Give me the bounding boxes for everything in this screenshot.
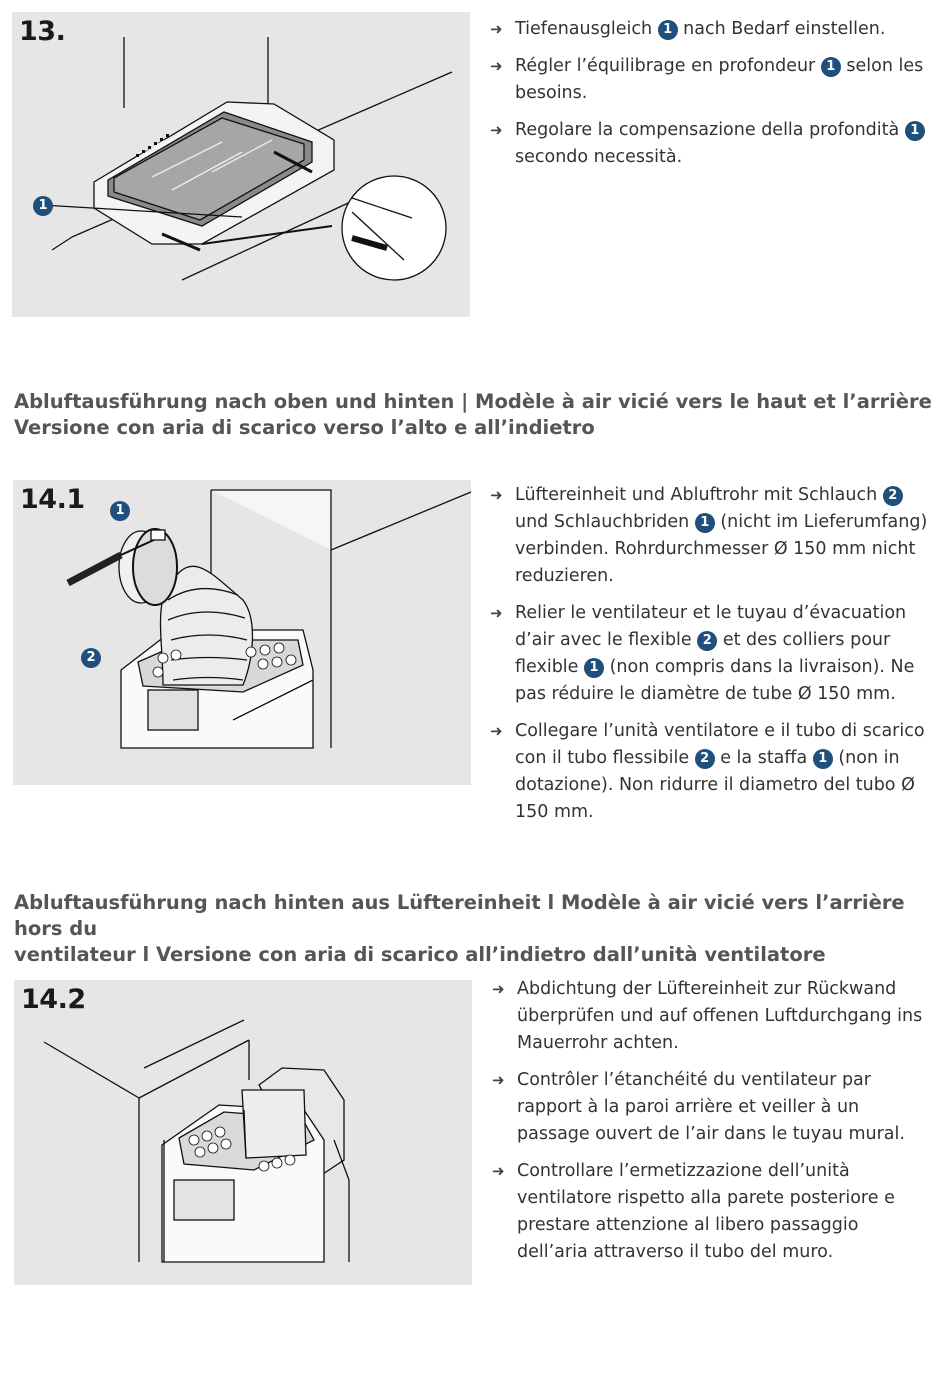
instruction-fr <box>492 1067 932 1148</box>
rear-exhaust-illustration <box>14 980 472 1285</box>
instructions-step-13 <box>490 16 930 181</box>
instruction-fr <box>490 53 930 107</box>
instruction-text: Relier le ventilateur et le tuyau d’évacuation d’air avec le flexible <box>515 603 907 650</box>
step-number: 14.2 <box>21 984 86 1015</box>
instruction-text: Regolare la compensazione della profondità <box>515 120 905 140</box>
figure-step-14-2 <box>14 980 472 1285</box>
instruction-text: Collegare l’unità ventilatore e il tubo di scarico con il tubo flessibile <box>515 721 925 768</box>
instructions-step-14-1 <box>490 482 930 836</box>
instruction-text: Tiefenausgleich <box>515 19 658 39</box>
heading-line: Abluftausführung nach hinten aus Lüftereinheit l Modèle à air vicié vers l’arrière hors du <box>14 891 905 940</box>
figure-step-14-1 <box>13 480 471 785</box>
arrow-right-icon: ➜ <box>490 722 503 740</box>
callout-badge-2: 2 <box>695 749 715 769</box>
instruction-text: nach Bedarf einstellen. <box>677 19 886 39</box>
section-heading-back-from-fan <box>14 890 950 968</box>
arrow-right-icon: ➜ <box>492 1071 505 1089</box>
instruction-text: (non in dotazione). Non ridurre il diametro del tubo Ø 150 mm. <box>515 748 915 822</box>
heading-line: Versione con aria di scarico verso l’alto e all’indietro <box>14 416 595 439</box>
instruction-text: e la staffa <box>714 748 813 768</box>
callout-badge-2: 2 <box>81 648 101 668</box>
callout-badge-2: 2 <box>883 486 903 506</box>
instruction-text: Contrôler l’étanchéité du ventilateur par rapport à la paroi arrière et veiller à un passage ouvert de l’air dans le tuyau mural. <box>517 1070 905 1144</box>
arrow-right-icon: ➜ <box>492 1162 505 1180</box>
section-heading-up-and-back <box>14 389 932 441</box>
instruction-it <box>492 1158 932 1266</box>
instruction-fr <box>490 600 930 708</box>
instruction-text: selon les besoins. <box>515 56 924 103</box>
callout-badge-1: 1 <box>813 749 833 769</box>
instruction-text: Abdichtung der Lüftereinheit zur Rückwand überprüfen und auf offenen Luftdurchgang ins Mauerrohr achten. <box>517 979 923 1053</box>
instruction-de <box>490 482 930 590</box>
arrow-right-icon: ➜ <box>492 980 505 998</box>
arrow-right-icon: ➜ <box>490 57 503 75</box>
arrow-right-icon: ➜ <box>490 20 503 38</box>
step-number: 13. <box>19 16 66 47</box>
heading-line: ventilateur l Versione con aria di scarico all’indietro dall’unità ventilatore <box>14 943 826 966</box>
arrow-right-icon: ➜ <box>490 121 503 139</box>
instruction-it <box>490 117 930 171</box>
figure-step-13 <box>12 12 470 317</box>
instruction-text: et des colliers pour flexible <box>515 630 891 677</box>
instruction-text: Controllare l’ermetizzazione dell’unità ventilatore rispetto alla parete posteriore e prestare attenzione al libero passaggio dell’aria attraverso il tubo del muro. <box>517 1161 895 1262</box>
instruction-text: (nicht im Lieferumfang) verbinden. Rohrdurchmesser Ø 150 mm nicht reduzieren. <box>515 512 928 586</box>
instructions-step-14-2 <box>492 976 932 1276</box>
instruction-text: secondo necessità. <box>515 147 683 167</box>
arrow-right-icon: ➜ <box>490 486 503 504</box>
callout-badge-1: 1 <box>110 501 130 521</box>
arrow-right-icon: ➜ <box>490 604 503 622</box>
step-number: 14.1 <box>20 484 85 515</box>
heading-line: Abluftausführung nach oben und hinten | Modèle à air vicié vers le haut et l’arrière <box>14 390 932 413</box>
instruction-text: Lüftereinheit und Abluftrohr mit Schlauch <box>515 485 883 505</box>
instruction-de <box>490 16 930 43</box>
callout-badge-1: 1 <box>33 196 53 216</box>
hose-connection-illustration <box>13 480 471 785</box>
instruction-text: und Schlauchbriden <box>515 512 695 532</box>
callout-badge-1: 1 <box>821 57 841 77</box>
instruction-text: (non compris dans la livraison). Ne pas réduire le diamètre de tube Ø 150 mm. <box>515 657 915 704</box>
instruction-it <box>490 718 930 826</box>
instruction-text: Régler l’équilibrage en profondeur <box>515 56 821 76</box>
callout-badge-1: 1 <box>695 513 715 533</box>
callout-badge-1: 1 <box>658 20 678 40</box>
instruction-de <box>492 976 932 1057</box>
callout-badge-2: 2 <box>697 631 717 651</box>
callout-badge-1: 1 <box>905 121 925 141</box>
callout-badge-1: 1 <box>584 658 604 678</box>
hood-depth-illustration <box>12 12 470 317</box>
